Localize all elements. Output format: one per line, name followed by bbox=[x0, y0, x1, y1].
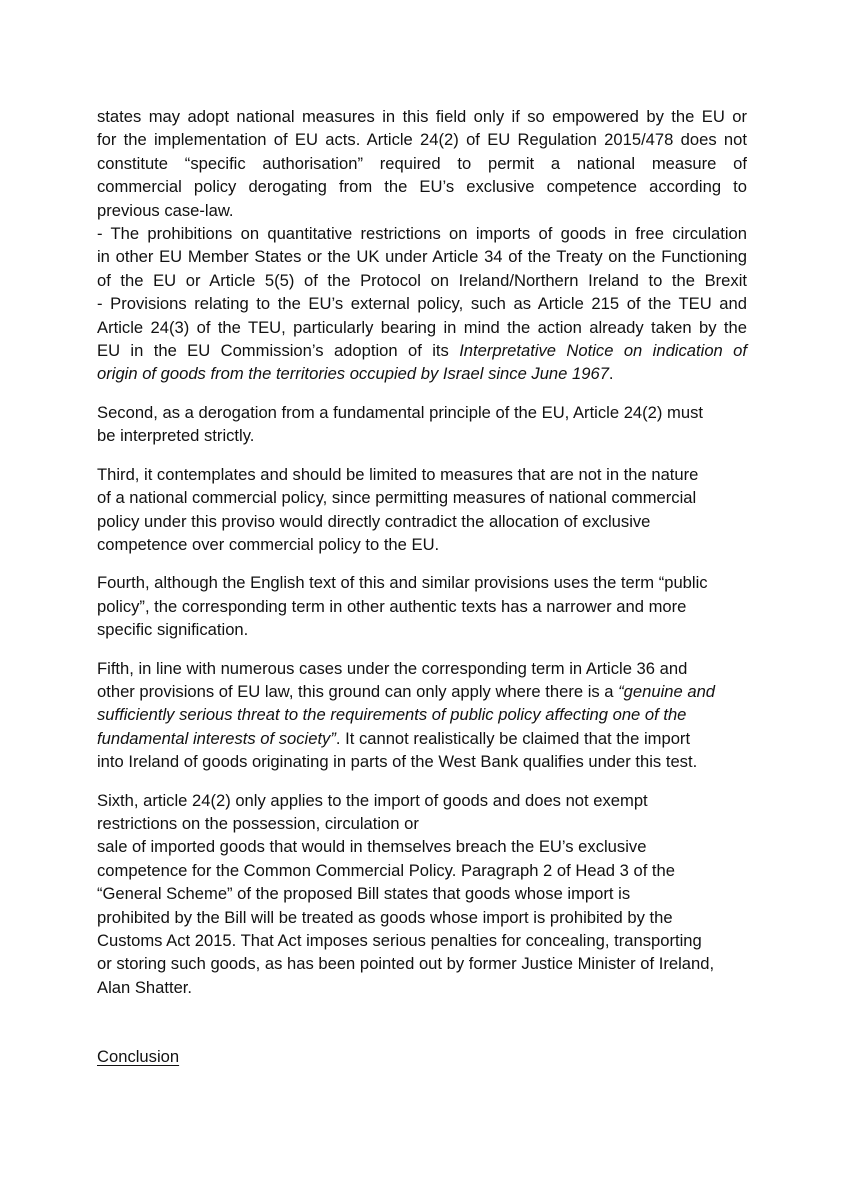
text-line: Fourth, although the English text of this and similar provisions uses the term “public bbox=[97, 573, 708, 593]
text-line bbox=[97, 727, 747, 750]
italic-run: origin of goods from the territories occupied by Israel since June 1967 bbox=[97, 364, 609, 384]
text-line: Third, it contemplates and should be limited to measures that are not in the nature bbox=[97, 464, 699, 484]
document-body bbox=[97, 105, 747, 1014]
paragraph-fourth bbox=[97, 571, 747, 641]
paragraph-second bbox=[97, 401, 747, 448]
text-line: restrictions on the possession, circulation or bbox=[97, 813, 419, 833]
text-line bbox=[97, 339, 747, 362]
text-line: in other EU Member States or the UK under Article 34 of the Treaty on the Functioning bbox=[97, 247, 747, 267]
text-line: constitute “specific authorisation” required to permit a national measure of bbox=[97, 153, 747, 173]
text-line: - Provisions relating to the EU’s external policy, such as Article 215 of the TEU and bbox=[97, 294, 747, 314]
paragraph-fifth bbox=[97, 657, 747, 774]
text-line: prohibited by the Bill will be treated as goods whose import is prohibited by the bbox=[97, 907, 673, 927]
text-line: policy”, the corresponding term in other authentic texts has a narrower and more bbox=[97, 596, 687, 616]
italic-run: Interpretative Notice on indication of bbox=[459, 341, 747, 361]
text-line: previous case-law. bbox=[97, 200, 234, 220]
italic-run: fundamental interests of society” bbox=[97, 728, 336, 748]
text-line: of the EU or Article 5(5) of the Protocol on Ireland/Northern Ireland to the Brexit bbox=[97, 270, 747, 290]
text-line: Sixth, article 24(2) only applies to the import of goods and does not exempt bbox=[97, 790, 648, 810]
text-line: be interpreted strictly. bbox=[97, 426, 255, 446]
italic-run: “genuine and bbox=[618, 681, 716, 701]
text-line bbox=[97, 680, 747, 703]
text-run: EU in the EU Commission’s adoption of its bbox=[97, 341, 460, 361]
paragraph-eu-exclusive-competence bbox=[97, 105, 747, 386]
text-line: states may adopt national measures in this field only if so empowered by the EU or bbox=[97, 107, 747, 126]
text-line: Article 24(3) of the TEU, particularly bearing in mind the action already taken by the bbox=[97, 317, 747, 337]
text-line: “General Scheme” of the proposed Bill states that goods whose import is bbox=[97, 884, 631, 904]
text-line: specific signification. bbox=[97, 620, 249, 640]
paragraph-third bbox=[97, 463, 747, 557]
text-line: commercial policy derogating from the EU’s exclusive competence according to bbox=[97, 177, 747, 197]
text-line: or storing such goods, as has been pointed out by former Justice Minister of Ireland, bbox=[97, 954, 715, 974]
text-line: for the implementation of EU acts. Article 24(2) of EU Regulation 2015/478 does not bbox=[97, 130, 747, 150]
text-run: . bbox=[608, 364, 614, 384]
text-line: policy under this proviso would directly contradict the allocation of exclusive bbox=[97, 511, 651, 531]
text-line: - The prohibitions on quantitative restrictions on imports of goods in free circulation bbox=[97, 224, 747, 244]
conclusion-heading: Conclusion bbox=[97, 1047, 180, 1066]
text-line: sufficiently serious threat to the requirements of public policy affecting one of the bbox=[97, 705, 687, 725]
text-line: sale of imported goods that would in themselves breach the EU’s exclusive bbox=[97, 837, 647, 857]
text-line: Customs Act 2015. That Act imposes serious penalties for concealing, transporting bbox=[97, 931, 702, 950]
text-line: competence for the Common Commercial Policy. Paragraph 2 of Head 3 of the bbox=[97, 860, 675, 880]
text-run: other provisions of EU law, this ground can only apply where there is a bbox=[97, 681, 619, 701]
text-line: competence over commercial policy to the EU. bbox=[97, 534, 440, 554]
text-run: . It cannot realistically be claimed that the import bbox=[335, 728, 691, 748]
text-line: into Ireland of goods originating in parts of the West Bank qualifies under this test. bbox=[97, 752, 698, 772]
paragraph-sixth bbox=[97, 789, 747, 1000]
text-line: Second, as a derogation from a fundamental principle of the EU, Article 24(2) must bbox=[97, 402, 703, 422]
text-line: of a national commercial policy, since permitting measures of national commercial bbox=[97, 488, 697, 508]
text-line bbox=[97, 362, 747, 385]
text-line: Fifth, in line with numerous cases under the corresponding term in Article 36 and bbox=[97, 658, 688, 678]
text-line: Alan Shatter. bbox=[97, 977, 193, 997]
